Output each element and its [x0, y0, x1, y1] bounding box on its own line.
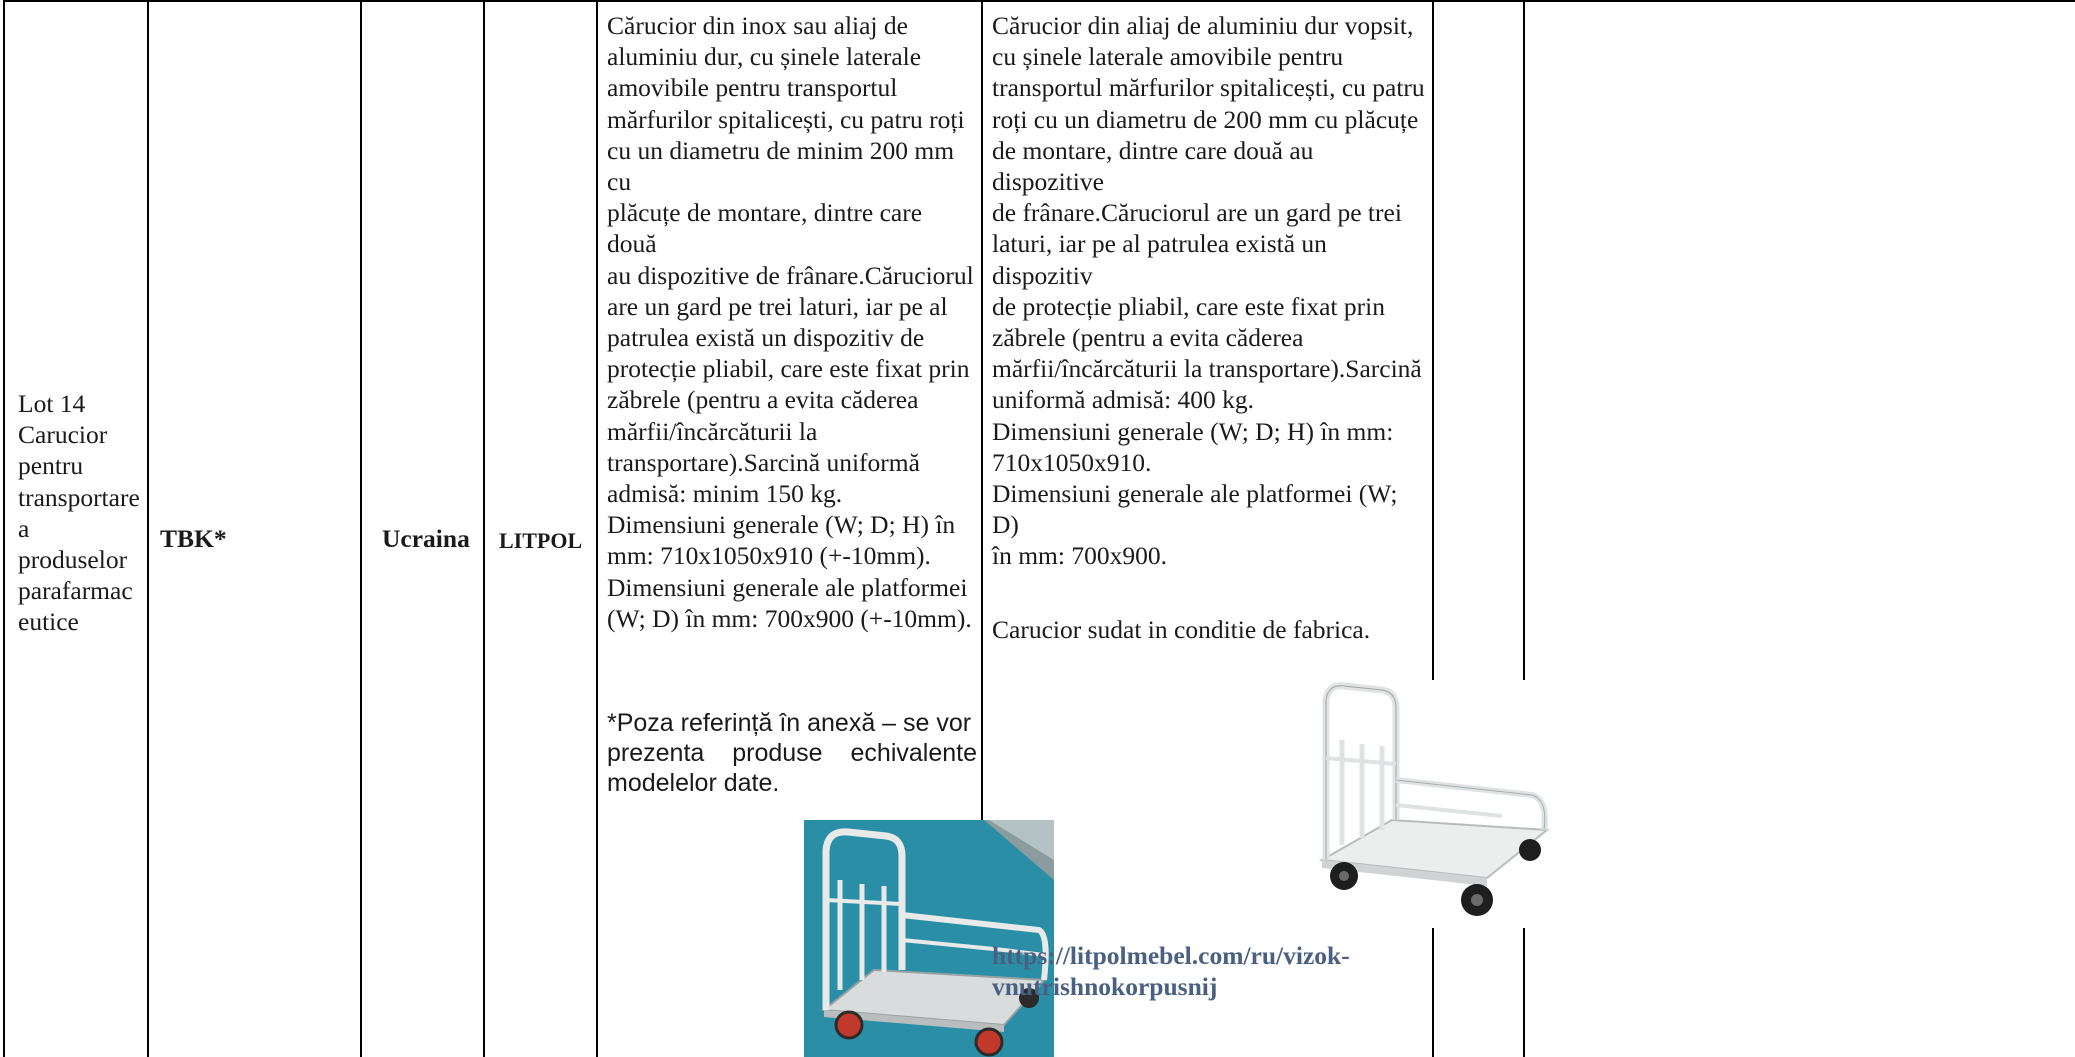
offer-line: Dimensiuni generale (W; D; H) în mm: [992, 416, 1394, 446]
reference-trolley-image [804, 820, 1054, 1057]
note-line: *Poza referință în anexă – se vor [607, 709, 972, 737]
spec-line: mm: 710x1050x910 (+-10mm). [607, 541, 931, 571]
offer-line: Dimensiuni generale ale platformei (W; D) [992, 479, 1398, 540]
product-code: TBK* [160, 524, 227, 553]
offer-line: de frânare.Căruciorul are un gard pe trei [992, 198, 1402, 228]
offer-line: cu șinele laterale amovibile pentru [992, 42, 1344, 72]
lot-line: transportare [18, 482, 140, 512]
lot-line: a [18, 513, 30, 543]
spec-line: aluminiu dur, cu șinele laterale [607, 42, 922, 72]
welded-note: Carucior sudat in conditie de fabrica. [992, 615, 1371, 644]
table-border-4 [596, 0, 598, 1057]
lot-line: Lot 14 [18, 389, 86, 418]
table-border-1 [147, 0, 149, 1057]
lot-line: produselor [18, 545, 128, 575]
spec-line: mărfii/încărcăturii la [607, 416, 818, 446]
offer-line: mărfii/încărcăturii la transportare).Sarcină [992, 354, 1422, 384]
spec-line: zăbrele (pentru a evita căderea [607, 385, 919, 415]
lot-line: pentru [18, 451, 84, 481]
lot-name-cell [18, 388, 144, 638]
spec-line: are un gard pe trei laturi, iar pe al [607, 291, 948, 321]
lot-line: Carucior [18, 420, 108, 450]
product-link-line[interactable]: https://litpolmebel.com/ru/vizok- [992, 941, 1350, 970]
product-link-line[interactable]: vnutrishnokorpusnij [992, 972, 1218, 1001]
spec-required-text [607, 10, 977, 634]
offer-line: zăbrele (pentru a evita căderea [992, 323, 1304, 353]
offer-line: laturi, iar pe al patrulea există un dispozitiv [992, 229, 1327, 290]
spec-line: plăcuțe de montare, dintre care două [607, 198, 923, 259]
offer-line: Cărucior din aliaj de aluminiu dur vopsit, [992, 11, 1414, 40]
offer-line: în mm: 700x900. [992, 541, 1167, 571]
spec-line: cu un diametru de minim 200 mm cu [607, 135, 955, 197]
trolley-white-image [1312, 680, 1562, 928]
spec-line: amovibile pentru transportul [607, 73, 898, 103]
reference-photo-note [607, 708, 977, 798]
spec-line: au dispozitive de frânare.Căruciorul [607, 260, 974, 290]
manufacturer: LITPOL [499, 528, 583, 553]
spec-line: transportare).Sarcină uniformă [607, 447, 920, 477]
offer-line: 710x1050x910. [992, 447, 1152, 477]
lot-line: parafarmac [18, 576, 133, 606]
offer-line: uniformă admisă: 400 kg. [992, 385, 1255, 415]
offer-line: transportul mărfurilor spitalicești, cu patru [992, 73, 1425, 103]
spec-line: admisă: minim 150 kg. [607, 479, 843, 509]
offer-line: de montare, dintre care două au dispozitive [992, 135, 1314, 197]
spec-line: protecție pliabil, care este fixat prin [607, 354, 970, 384]
offer-line: roți cu un diametru de 200 mm cu plăcuțe [992, 104, 1419, 134]
table-border-left [3, 0, 5, 1057]
country-of-origin: Ucraina [382, 524, 470, 553]
spec-line: mărfurilor spitalicești, cu patru roți [607, 104, 965, 134]
trolley-blue-image [804, 820, 1054, 1057]
spec-line: (W; D) în mm: 700x900 (+-10mm). [607, 603, 972, 633]
lot-line: eutice [18, 607, 79, 637]
note-line: prezenta produse echivalente [607, 739, 977, 767]
spec-line: Dimensiuni generale (W; D; H) în [607, 510, 956, 540]
table-border-2 [360, 0, 362, 1057]
table-border-3 [483, 0, 485, 1057]
offer-line: de protecție pliabil, care este fixat prin [992, 291, 1385, 321]
table-top-border [3, 0, 2075, 2]
spec-line: patrulea există un dispozitiv de [607, 323, 925, 353]
note-line: modelelor date. [607, 769, 780, 797]
spec-line: Dimensiuni generale ale platformei [607, 572, 968, 602]
product-link[interactable] [992, 940, 1350, 1002]
offered-trolley-photo [1312, 680, 1562, 928]
spec-line: Cărucior din inox sau aliaj de [607, 11, 908, 40]
spec-offered-text [992, 10, 1428, 572]
